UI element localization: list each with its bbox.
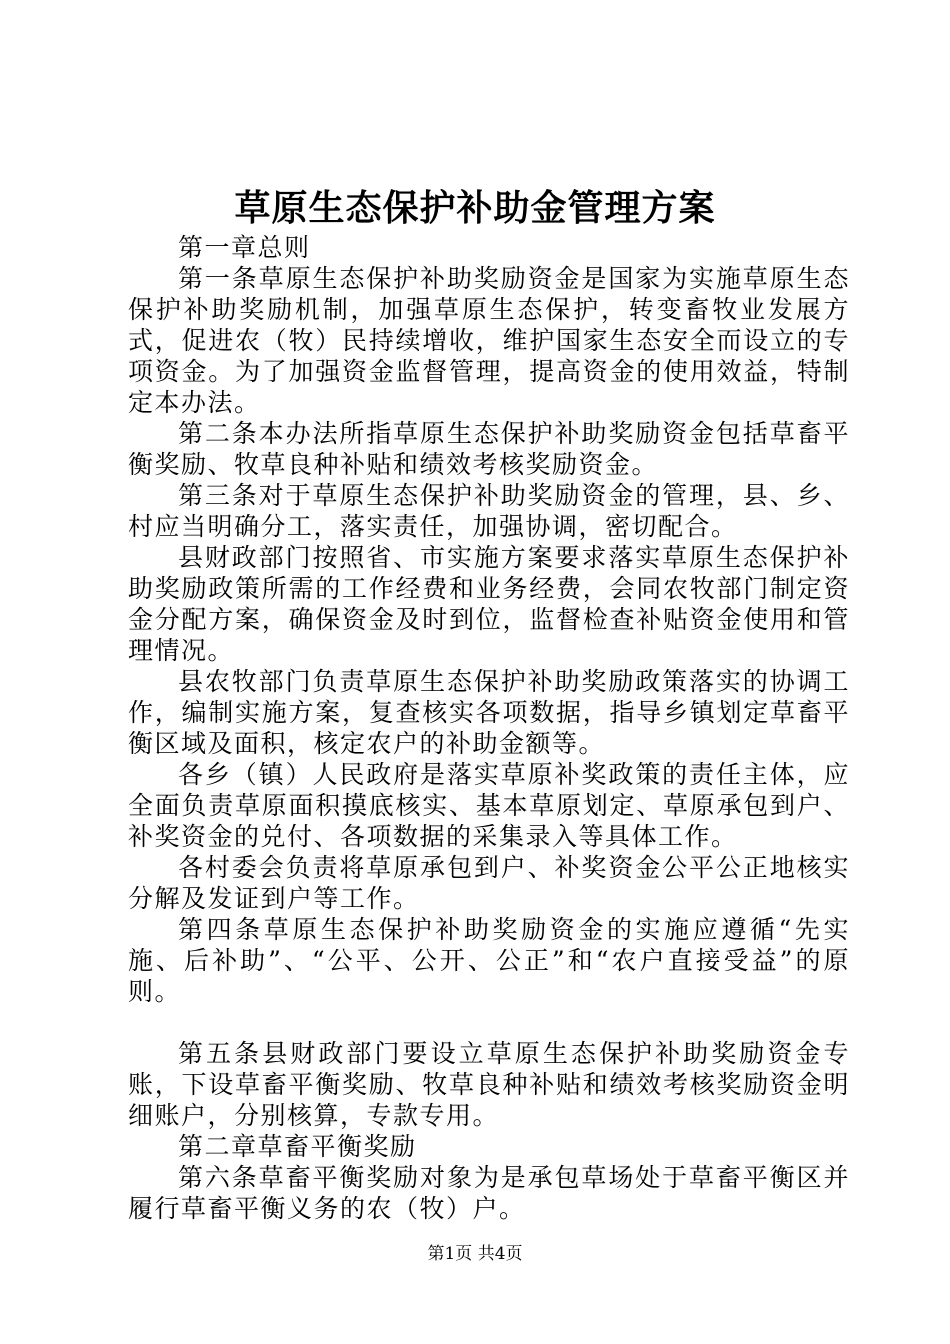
paragraph-spacer [128, 1007, 850, 1038]
paragraph: 第一条草原生态保护补助奖励资金是国家为实施草原生态保护补助奖励机制，加强草原生态保护，转变畜牧业发展方式，促进农（牧）民持续增收，维护国家生态安全而设立的专项资金。为了加强资金监督管理，提高资金的使用效益，特制定本办法。 [128, 264, 850, 417]
chapter-heading: 第一章总则 [178, 233, 311, 262]
paragraph: 第四条草原生态保护补助奖励资金的实施应遵循“先实施、后补助”、“公平、公开、公正”和“农户直接受益”的原则。 [128, 915, 850, 1006]
page-footer: 第1页 共4页 [427, 1244, 523, 1264]
paragraph: 各村委会负责将草原承包到户、补奖资金公平公正地核实分解及发证到户等工作。 [128, 853, 850, 913]
document-title: 草原生态保护补助金管理方案 [234, 187, 716, 229]
paragraph: 县财政部门按照省、市实施方案要求落实草原生态保护补助奖励政策所需的工作经费和业务经费，会同农牧部门制定资金分配方案，确保资金及时到位，监督检查补贴资金使用和管理情况。 [128, 543, 850, 665]
paragraph: 第三条对于草原生态保护补助奖励资金的管理，县、乡、村应当明确分工，落实责任，加强协调，密切配合。 [128, 481, 850, 541]
chapter-heading: 第二章草畜平衡奖励 [178, 1132, 417, 1161]
paragraph: 各乡（镇）人民政府是落实草原补奖政策的责任主体，应全面负责草原面积摸底核实、基本草原划定、草原承包到户、补奖资金的兑付、各项数据的采集录入等具体工作。 [128, 760, 850, 851]
document-body [128, 232, 850, 1224]
paragraph: 第六条草畜平衡奖励对象为是承包草场处于草畜平衡区并履行草畜平衡义务的农（牧）户。 [128, 1163, 850, 1223]
paragraph: 县农牧部门负责草原生态保护补助奖励政策落实的协调工作，编制实施方案，复查核实各项数据，指导乡镇划定草畜平衡区域及面积，核定农户的补助金额等。 [128, 667, 850, 758]
paragraph: 第五条县财政部门要设立草原生态保护补助奖励资金专账，下设草畜平衡奖励、牧草良种补贴和绩效考核奖励资金明细账户，分别核算，专款专用。 [128, 1039, 850, 1130]
paragraph: 第二条本办法所指草原生态保护补助奖励资金包括草畜平衡奖励、牧草良种补贴和绩效考核奖励资金。 [128, 419, 850, 479]
